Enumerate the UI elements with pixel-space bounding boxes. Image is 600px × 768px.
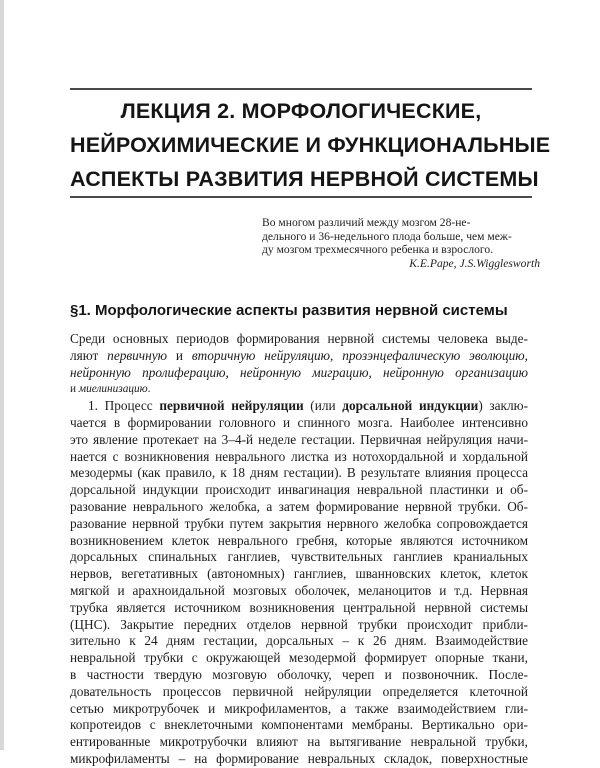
- lecture-title-line: ЛЕКЦИЯ 2. МОРФОЛОГИЧЕСКИЕ,: [120, 99, 482, 123]
- lecture-title-line: АСПЕКТЫ РАЗВИТИЯ НЕРВНОЙ СИСТЕМЫ: [70, 167, 539, 191]
- text-line: нейронную пролиферацию, нейронную миграцию, нейронную организацию: [70, 364, 528, 380]
- epigraph-line: Во многом различий между мозгом 28-не-: [262, 216, 471, 229]
- text-line: возникновением клеток неврального гребня, которые являются источником: [70, 532, 528, 548]
- text-line: мезодермы (как правило, к 18 дням гестации). В результате влияния процесса: [70, 465, 528, 481]
- title-bottom-rule: [70, 196, 532, 198]
- text-line: дорсальных спинальных ганглиев, чувствительных ганглиев краниальных: [70, 549, 528, 565]
- text-line: копротеидов с внеклеточными компонентами мембраны. Вертикально ори-: [70, 717, 528, 733]
- lecture-title: [70, 94, 551, 196]
- body-text: [70, 331, 528, 768]
- text-line: нервов, вегетативных (автономных) ганглиев, шванновских клеток, клеток: [70, 566, 528, 582]
- page-edge: [0, 0, 4, 750]
- text-line: чается в формировании головного и спинного мозга. Наиболее интенсивно: [70, 414, 528, 430]
- text-line: ентированные микротрубочки влияют на вытягивание невральной трубки,: [70, 734, 528, 750]
- epigraph-line: дельного и 36-недельного плода больше, чем меж-: [262, 229, 512, 243]
- text-line: ляют первичную и вторичную нейруляцию, прозэнцефалическую эволюцию,: [70, 347, 528, 363]
- text-line: разование неврального желобка, а затем формирование нервной трубки. Об-: [70, 498, 528, 514]
- text-line: в частности твердую мозговую оболочку, череп и позвоночник. После-: [70, 666, 528, 682]
- text-line: сетью микротрубочек и микрофиламентов, а также взаимодействием гли-: [70, 700, 528, 716]
- text-line: зительно к 24 дням гестации, дорсальных – к 26 дням. Взаимодействие: [70, 633, 528, 649]
- text-line: разование нервной трубки путем закрытия нервного желобка сопровождается: [70, 515, 528, 531]
- text-line: 1. Процесс первичной нейруляции (или дорсальной индукции) заклю-: [88, 398, 528, 414]
- epigraph-line: ду мозгом трехмесячного ребенка и взрослого.: [262, 243, 494, 257]
- text-line: и миелинизацию.: [70, 383, 151, 396]
- text-line: нается с возникновения неврального листка из нотохордальной и хордальной: [70, 448, 528, 464]
- epigraph: [262, 216, 540, 270]
- section-heading: §1. Морфологические аспекты развития нервной системы: [70, 302, 508, 319]
- epigraph-author: K.E.Pape, J.S.Wigglesworth: [409, 256, 540, 270]
- text-line: довательность процессов первичной нейруляции определяется клеточной: [70, 683, 528, 699]
- lecture-title-line: НЕЙРОХИМИЧЕСКИЕ И ФУНКЦИОНАЛЬНЫЕ: [70, 133, 551, 157]
- text-line: Среди основных периодов формирования нервной системы человека выде-: [70, 331, 528, 346]
- title-top-rule: [70, 88, 532, 90]
- text-line: мягкой и арахноидальной мозговых оболочек, меланоцитов и т.д. Нервная: [70, 582, 528, 598]
- text-line: это явление протекает на 3–4-й неделе гестации. Первичная нейруляция начи-: [70, 431, 528, 447]
- text-line: трубка является источником возникновения центральной нервной системы: [70, 599, 528, 615]
- text-line: невральной трубки с окружающей мезодермой формирует опорные ткани,: [70, 650, 528, 666]
- text-line: микрофиламенты – на формирование невральных складок, поверхностные: [70, 750, 528, 766]
- text-line: дорсальной индукции происходит инвагинация невральной пластинки и об-: [70, 482, 528, 498]
- text-line: (ЦНС). Закрытие передних отделов нервной трубки происходит прибли-: [70, 616, 528, 632]
